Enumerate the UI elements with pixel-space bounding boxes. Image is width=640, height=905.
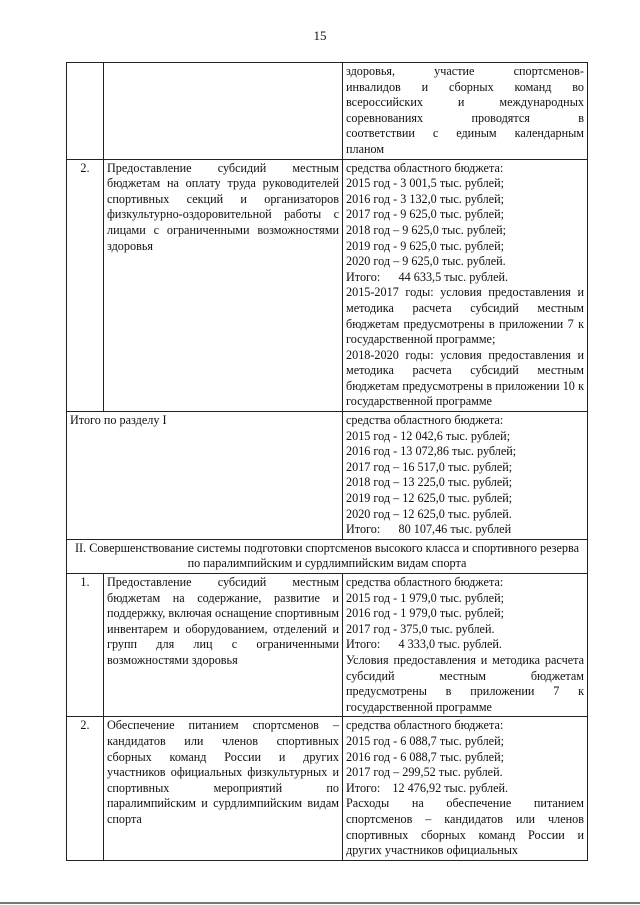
table-row <box>67 539 588 573</box>
year-amount: 2019 год – 12 625,0 тыс. рублей; <box>346 491 513 506</box>
year-amount: 2016 год - 3 132,0 тыс. рублей; <box>346 191 505 206</box>
text-line: планом <box>346 141 385 156</box>
year-amount: 2016 год - 6 088,7 тыс. рублей; <box>346 749 505 764</box>
note-text: 2018-2020 годы: условия предоставления и методика расчета субсидий местным бюджетам предусмотрены в приложении 10 к государственной программе <box>346 347 584 409</box>
row-name-cell: Предоставление субсидий местным бюджетам на оплату труда руководителей спортивных секций и организаторов физкультурно-оздоровительной работы с лицами с ограниченными возможностями здоровья <box>104 159 343 412</box>
total-amount: Итого: 12 476,92 тыс. рублей. <box>346 780 509 795</box>
year-amount: 2017 год – 16 517,0 тыс. рублей; <box>346 459 513 474</box>
row-name-cell: Обеспечение питанием спортсменов – кандидатов или членов спортивных сборных команд России и других участников официальных физкультурных и спортивных мероприятий по паралимпийским и сурдлимпийским видам спорта <box>104 717 343 860</box>
row-name-cell <box>104 63 343 160</box>
total-amount: Итого: 44 633,5 тыс. рублей. <box>346 269 509 284</box>
text-line: всероссийских и международных <box>346 95 584 110</box>
year-amount: 2017 год – 299,52 тыс. рублей. <box>346 765 503 780</box>
year-amount: 2017 год - 9 625,0 тыс. рублей; <box>346 207 505 222</box>
table-row <box>67 717 588 860</box>
text-line: соответствии с единым календарным <box>346 126 584 141</box>
row-source-cell <box>343 63 588 160</box>
source-title: средства областного бюджета: <box>346 718 504 733</box>
note-text: Расходы на обеспечение питанием спортсменов – кандидатов или членов спортивных сборных команд России и других участников официальных <box>346 796 584 858</box>
table-row <box>67 574 588 717</box>
row-source-cell <box>343 717 588 860</box>
source-title: средства областного бюджета: <box>346 413 504 428</box>
year-amount: 2015 год - 1 979,0 тыс. рублей; <box>346 590 505 605</box>
table-row <box>67 159 588 412</box>
year-amount: 2020 год – 9 625,0 тыс. рублей. <box>346 254 506 269</box>
row-name-cell: Предоставление субсидий местным бюджетам на содержание, развитие и поддержку, включая оснащение спортивным инвентарем и оборудованием, отделений и групп для лиц с ограниченными возможностями здоровья <box>104 574 343 717</box>
row-source-cell <box>343 159 588 412</box>
note-text: 2015-2017 годы: условия предоставления и методика расчета субсидий местным бюджетам предусмотрены в приложении 7 к государственной программе; <box>346 285 584 347</box>
source-title: средства областного бюджета: <box>346 575 504 589</box>
text-line: соревнованиях проводятся в <box>346 110 584 125</box>
year-amount: 2017 год - 375,0 тыс. рублей. <box>346 621 495 636</box>
row-source-cell <box>343 412 588 540</box>
row-number-cell: 2. <box>67 717 104 860</box>
section-heading: II. Совершенствование системы подготовки спортсменов высокого класса и спортивного резерва по паралимпийским и сурдлимпийским видам спорта <box>67 539 588 573</box>
text-line: здоровья, участие спортсменов- <box>346 64 584 78</box>
note-text: Условия предоставления и методика расчета субсидий местным бюджетам предусмотрены в приложении 7 к государственной программе <box>346 652 584 714</box>
page-bottom-edge <box>0 902 640 904</box>
text-line: инвалидов и сборных команд во <box>346 79 584 94</box>
page-number: 15 <box>313 28 327 43</box>
year-amount: 2020 год – 12 625,0 тыс. рублей. <box>346 506 512 521</box>
year-amount: 2015 год - 12 042,6 тыс. рублей; <box>346 428 511 443</box>
total-amount: Итого: 4 333,0 тыс. рублей. <box>346 637 502 652</box>
year-amount: 2016 год - 13 072,86 тыс. рублей; <box>346 444 517 459</box>
table-row <box>67 412 588 540</box>
row-source-cell <box>343 574 588 717</box>
year-amount: 2015 год - 6 088,7 тыс. рублей; <box>346 733 505 748</box>
year-amount: 2016 год - 1 979,0 тыс. рублей; <box>346 606 505 621</box>
program-table <box>66 62 588 861</box>
year-amount: 2018 год – 9 625,0 тыс. рублей; <box>346 222 507 237</box>
year-amount: 2018 год – 13 225,0 тыс. рублей; <box>346 475 513 490</box>
table-row <box>67 63 588 160</box>
year-amount: 2019 год - 9 625,0 тыс. рублей; <box>346 238 505 253</box>
row-number-cell: 2. <box>67 159 104 412</box>
total-amount: Итого: 80 107,46 тыс. рублей <box>346 522 512 537</box>
source-title: средства областного бюджета: <box>346 160 504 175</box>
section-total-label: Итого по разделу I <box>67 412 343 540</box>
row-number-cell: 1. <box>67 574 104 717</box>
row-number-cell <box>67 63 104 160</box>
year-amount: 2015 год - 3 001,5 тыс. рублей; <box>346 176 505 191</box>
